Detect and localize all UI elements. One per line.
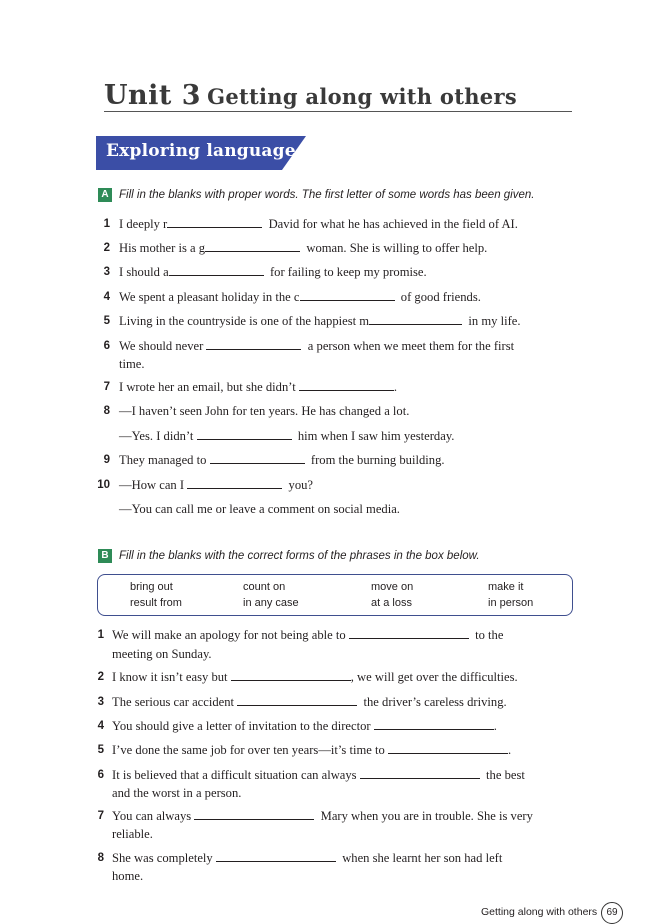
item-number: 2	[97, 671, 104, 683]
item-text: and the worst in a person.	[112, 786, 242, 800]
phrase: bring out	[130, 581, 173, 593]
item-number: 7	[97, 810, 104, 822]
answer-blank[interactable]	[206, 338, 301, 350]
item-text: Living in the countryside is one of the happiest m	[119, 314, 370, 328]
item-text: I know it isn’t easy but	[112, 670, 228, 684]
item-number: 3	[97, 696, 104, 708]
item-text: when she learnt her son had left	[342, 851, 503, 865]
unit-title	[104, 74, 570, 112]
item-text: I wrote her an email, but she didn’t	[119, 380, 296, 394]
item-number: 1	[97, 629, 104, 641]
banner-title: Exploring language	[106, 141, 296, 161]
item-number: 10	[97, 479, 110, 491]
answer-blank[interactable]	[300, 289, 395, 301]
item-number: 4	[103, 291, 110, 303]
phrase: in any case	[243, 597, 299, 609]
item-text: the best	[486, 768, 525, 782]
item-text: .	[493, 719, 497, 733]
phrase: make it	[488, 581, 524, 593]
item-text: —How can I	[119, 478, 185, 492]
phrase: in person	[488, 597, 534, 609]
item-text: .	[507, 743, 512, 757]
item-number: 5	[97, 744, 104, 756]
item-text: You can always	[112, 809, 192, 823]
item-text: We should never	[119, 339, 204, 353]
unit-name: Getting along with others	[207, 84, 517, 109]
section-b-badge: B	[98, 549, 112, 563]
item-text: Mary when you are in trouble. She is very	[320, 809, 533, 823]
item-number: 9	[103, 454, 110, 466]
phrase: result from	[130, 597, 182, 609]
item-text: We spent a pleasant holiday in the c	[119, 290, 300, 304]
item-text: .	[393, 380, 398, 394]
answer-blank[interactable]	[374, 718, 494, 730]
item-text: They managed to	[119, 453, 207, 467]
item-text: him when I saw him yesterday.	[297, 429, 455, 443]
phrase: count on	[243, 581, 286, 593]
item-text: home.	[112, 869, 144, 883]
answer-blank[interactable]	[360, 767, 480, 779]
item-text: meeting on Sunday.	[112, 647, 212, 661]
item-text: time.	[119, 357, 145, 371]
title-divider	[104, 111, 572, 112]
answer-blank[interactable]	[169, 264, 264, 276]
section-b-instruction: Fill in the blanks with the correct forms of the phrases in the box below.	[119, 550, 480, 562]
item-text: the driver’s careless driving.	[363, 695, 507, 709]
item-text: I’ve done the same job for over ten years—it’s time to	[112, 743, 385, 757]
item-text: reliable.	[112, 827, 153, 841]
answer-blank[interactable]	[194, 808, 314, 820]
answer-blank[interactable]	[210, 452, 305, 464]
section-banner	[96, 136, 306, 170]
item-text: you?	[288, 478, 313, 492]
answer-blank[interactable]	[167, 216, 262, 228]
item-text: She was completely	[112, 851, 213, 865]
item-text: The serious car accident	[112, 695, 235, 709]
item-number: 8	[97, 852, 104, 864]
item-text: I should a	[119, 265, 169, 279]
item-text: a person when we meet them for the first	[307, 339, 515, 353]
page-number: 69	[601, 902, 623, 924]
item-text: for failing to keep my promise.	[269, 265, 427, 279]
item-text: —Yes. I didn’t	[119, 429, 194, 443]
section-a-heading	[98, 188, 534, 202]
unit-number: Unit 3	[104, 80, 202, 111]
answer-blank[interactable]	[197, 428, 292, 440]
answer-blank[interactable]	[205, 240, 300, 252]
answer-blank[interactable]	[231, 669, 351, 681]
phrase-box	[97, 574, 573, 616]
item-number: 8	[103, 405, 110, 417]
section-a-badge: A	[98, 188, 112, 202]
item-number: 5	[103, 315, 110, 327]
item-text: I deeply r	[119, 217, 168, 231]
item-text: —You can call me or leave a comment on social media.	[119, 502, 400, 516]
item-number: 1	[103, 218, 110, 230]
item-number: 4	[97, 720, 104, 732]
item-text: in my life.	[468, 314, 521, 328]
section-b-heading	[98, 549, 480, 563]
answer-blank[interactable]	[388, 742, 508, 754]
answer-blank[interactable]	[187, 477, 282, 489]
item-text: of good friends.	[400, 290, 481, 304]
item-text: , we will get over the difficulties.	[350, 670, 518, 684]
phrase: at a loss	[371, 597, 412, 609]
item-number: 2	[103, 242, 110, 254]
item-text: to the	[475, 628, 504, 642]
item-text: —I haven’t seen John for ten years. He has changed a lot.	[119, 404, 410, 418]
item-text: It is believed that a difficult situation can always	[112, 768, 357, 782]
item-text: His mother is a g	[119, 241, 206, 255]
answer-blank[interactable]	[299, 379, 394, 391]
answer-blank[interactable]	[369, 313, 462, 325]
item-number: 6	[97, 769, 104, 781]
phrase: move on	[371, 581, 414, 593]
answer-blank[interactable]	[237, 694, 357, 706]
item-text: We will make an apology for not being able to	[112, 628, 346, 642]
item-text: woman. She is willing to offer help.	[306, 241, 488, 255]
item-text: David for what he has achieved in the field of AI.	[268, 217, 518, 231]
item-text: from the burning building.	[310, 453, 445, 467]
answer-blank[interactable]	[349, 627, 469, 639]
item-text: You should give a letter of invitation to the director	[112, 719, 371, 733]
section-a-instruction: Fill in the blanks with proper words. The first letter of some words has been given.	[119, 189, 535, 201]
answer-blank[interactable]	[216, 850, 336, 862]
footer-title: Getting along with others	[481, 906, 598, 918]
item-number: 7	[103, 381, 110, 393]
item-number: 6	[103, 340, 110, 352]
item-number: 3	[103, 266, 110, 278]
